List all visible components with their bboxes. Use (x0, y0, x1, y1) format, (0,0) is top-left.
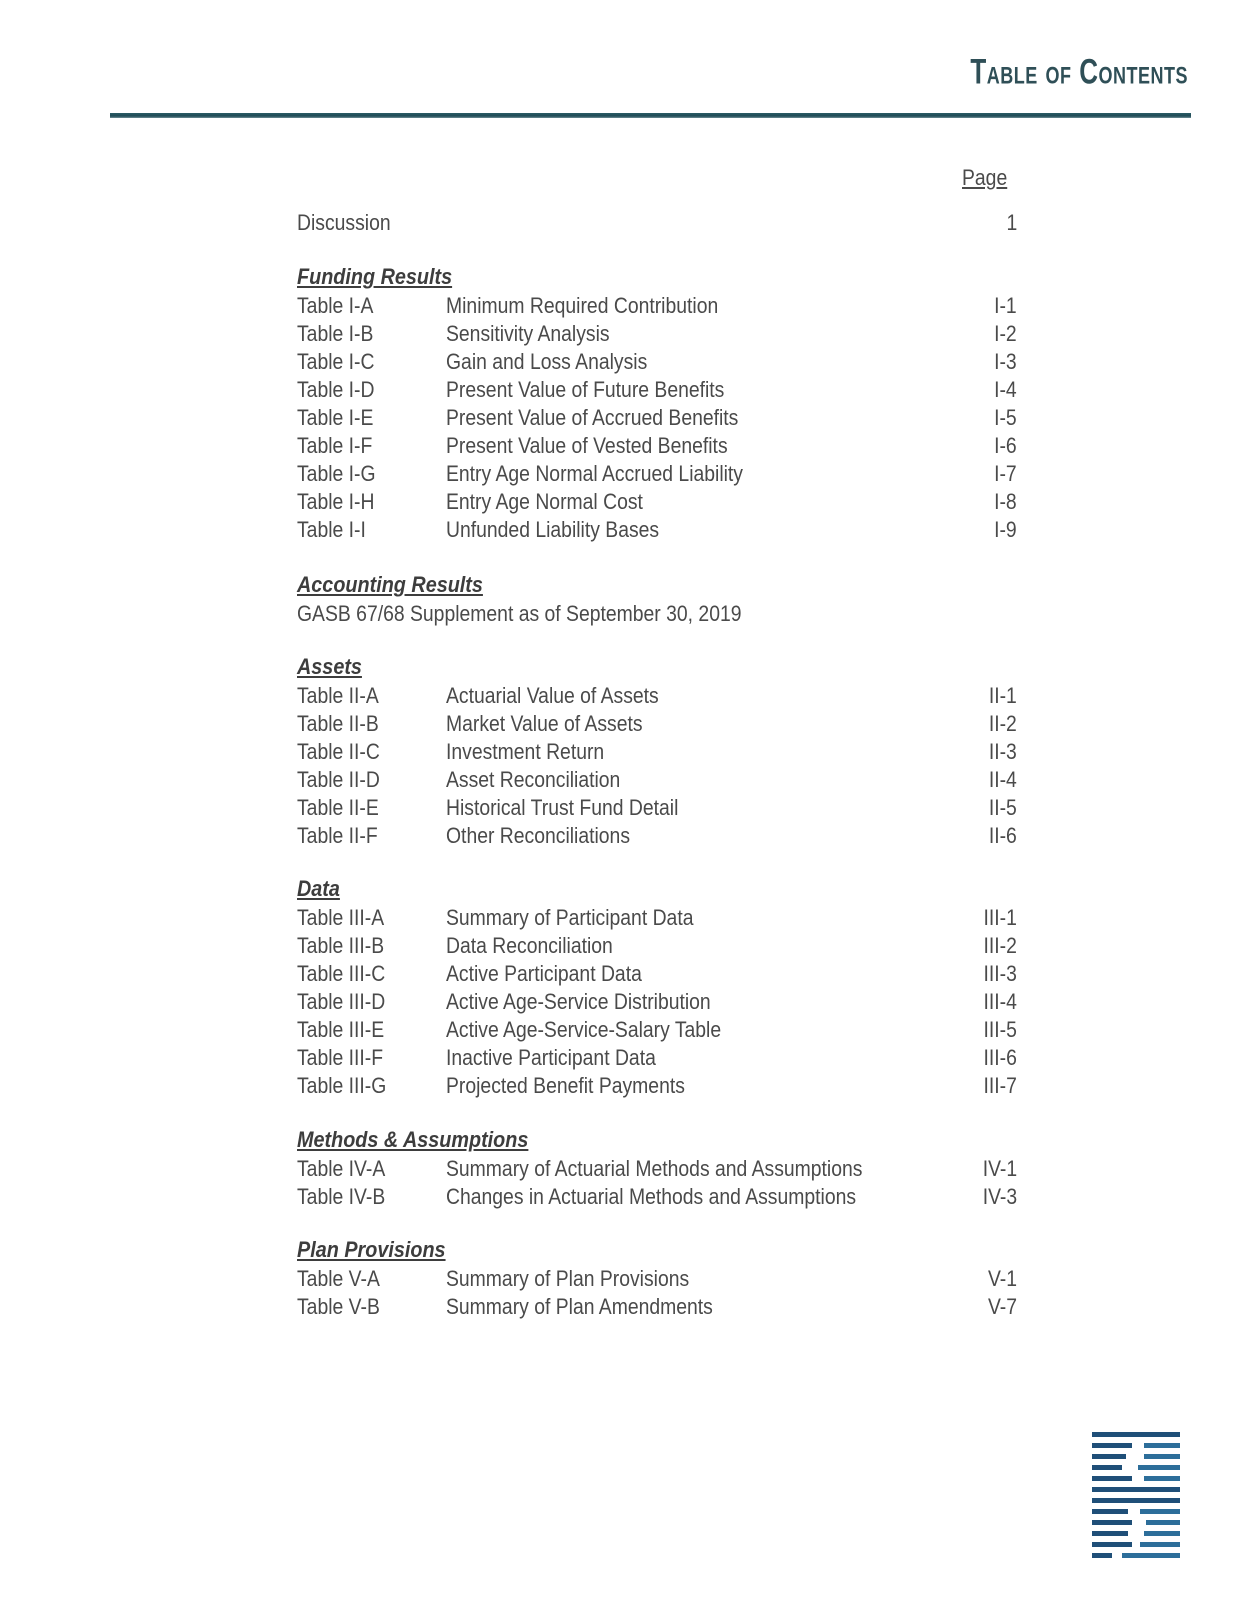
toc-page-number: III-3 (983, 961, 1017, 986)
toc-page-number: II-6 (989, 823, 1017, 848)
table-code: Table IV-A (297, 1156, 386, 1181)
toc-row[interactable] (297, 989, 1017, 1017)
table-code: Table III-A (297, 905, 385, 930)
table-title: Summary of Plan Amendments (446, 1294, 713, 1319)
toc-page-number: III-1 (983, 905, 1017, 930)
table-title: Summary of Plan Provisions (446, 1266, 690, 1291)
table-code: Table II-D (297, 767, 380, 792)
toc-page-number: I-5 (994, 405, 1017, 430)
toc-row[interactable] (297, 405, 1017, 433)
table-title: Present Value of Vested Benefits (446, 433, 728, 458)
toc-row[interactable] (297, 711, 1017, 739)
table-title: Summary of Actuarial Methods and Assumptions (446, 1156, 863, 1181)
toc-row[interactable] (297, 1156, 1017, 1184)
toc-page-number: III-4 (983, 989, 1017, 1014)
toc-row[interactable] (297, 905, 1017, 933)
table-code: Table II-C (297, 739, 380, 764)
toc-page-number: III-6 (983, 1045, 1017, 1070)
toc-row[interactable] (297, 823, 1017, 851)
table-title: Inactive Participant Data (446, 1045, 656, 1070)
toc-page-number: V-7 (987, 1294, 1017, 1319)
toc-row-discussion[interactable] (297, 210, 1017, 238)
table-code: Table II-E (297, 795, 379, 820)
toc-page-number: I-8 (994, 489, 1017, 514)
toc-page-number: II-3 (989, 739, 1017, 764)
toc-row[interactable] (297, 933, 1017, 961)
table-title: Changes in Actuarial Methods and Assumptions (446, 1184, 857, 1209)
section-heading-plan-provisions: Plan Provisions (297, 1237, 446, 1262)
table-title: Unfunded Liability Bases (446, 517, 660, 542)
table-title: Data Reconciliation (446, 933, 613, 958)
table-title: Historical Trust Fund Detail (446, 795, 679, 820)
table-code: Table I-D (297, 377, 375, 402)
table-code: Table II-B (297, 711, 379, 736)
toc-page-number: III-2 (983, 933, 1017, 958)
toc-page-number: II-5 (989, 795, 1017, 820)
gasb-supplement-entry[interactable]: GASB 67/68 Supplement as of September 30, 2019 (297, 601, 742, 626)
table-title: Active Participant Data (446, 961, 642, 986)
table-title: Entry Age Normal Cost (446, 489, 643, 514)
toc-page-number: 1 (1006, 210, 1017, 235)
table-title: Present Value of Future Benefits (446, 377, 725, 402)
toc-page-number: III-5 (983, 1017, 1017, 1042)
table-title: Asset Reconciliation (446, 767, 621, 792)
toc-row[interactable] (297, 1294, 1017, 1322)
toc-row[interactable] (297, 683, 1017, 711)
table-code: Table I-H (297, 489, 375, 514)
section-heading-accounting-results: Accounting Results (297, 572, 483, 597)
table-title: Active Age-Service-Salary Table (446, 1017, 722, 1042)
table-title: Present Value of Accrued Benefits (446, 405, 739, 430)
table-title: Other Reconciliations (446, 823, 631, 848)
toc-row[interactable] (297, 321, 1017, 349)
table-title: Sensitivity Analysis (446, 321, 610, 346)
toc-page-number: I-7 (994, 461, 1017, 486)
toc-row[interactable] (297, 739, 1017, 767)
toc-page-number: II-1 (989, 683, 1017, 708)
toc-row[interactable] (297, 377, 1017, 405)
toc-row[interactable] (297, 1017, 1017, 1045)
toc-page-number: I-6 (994, 433, 1017, 458)
table-code: Table V-A (297, 1266, 380, 1291)
toc-page-number: IV-3 (982, 1184, 1017, 1209)
header-title: Table of Contents (970, 51, 1188, 92)
table-code: Table III-B (297, 933, 385, 958)
toc-row[interactable] (297, 1266, 1017, 1294)
table-title: Entry Age Normal Accrued Liability (446, 461, 743, 486)
toc-page-number: I-3 (994, 349, 1017, 374)
table-code: Table I-G (297, 461, 376, 486)
toc-row[interactable] (297, 461, 1017, 489)
toc-page-number: III-7 (983, 1073, 1017, 1098)
table-code: Table I-E (297, 405, 374, 430)
toc-row[interactable] (297, 517, 1017, 545)
table-code: Table I-I (297, 517, 366, 542)
toc-page-number: I-9 (994, 517, 1017, 542)
table-code: Table III-C (297, 961, 386, 986)
toc-page-number: V-1 (987, 1266, 1017, 1291)
table-code: Table IV-B (297, 1184, 386, 1209)
toc-page-number: II-4 (989, 767, 1017, 792)
toc-row[interactable] (297, 1073, 1017, 1101)
toc-row[interactable] (297, 349, 1017, 377)
section-heading-data: Data (297, 876, 340, 901)
table-code: Table I-C (297, 349, 375, 374)
toc-row[interactable] (297, 1184, 1017, 1212)
table-code: Table II-F (297, 823, 378, 848)
toc-page-number: I-1 (994, 293, 1017, 318)
table-code: Table V-B (297, 1294, 380, 1319)
toc-row[interactable] (297, 489, 1017, 517)
section-heading-funding-results: Funding Results (297, 264, 453, 289)
toc-row[interactable] (297, 767, 1017, 795)
table-title: Minimum Required Contribution (446, 293, 719, 318)
table-title: Summary of Participant Data (446, 905, 694, 930)
table-title: Actuarial Value of Assets (446, 683, 659, 708)
toc-row[interactable] (297, 1045, 1017, 1073)
table-title: Investment Return (446, 739, 605, 764)
table-code: Table I-B (297, 321, 374, 346)
table-code: Table III-E (297, 1017, 385, 1042)
table-code: Table III-G (297, 1073, 387, 1098)
table-title: Active Age-Service Distribution (446, 989, 711, 1014)
table-title: Gain and Loss Analysis (446, 349, 648, 374)
table-title: Projected Benefit Payments (446, 1073, 685, 1098)
toc-row[interactable] (297, 293, 1017, 321)
section-heading-assets: Assets (297, 654, 362, 679)
toc-row[interactable] (297, 961, 1017, 989)
toc-page-number: II-2 (989, 711, 1017, 736)
toc-page-number: IV-1 (982, 1156, 1017, 1181)
stacked-lines-s-logo-icon (1092, 1432, 1180, 1562)
table-code: Table III-F (297, 1045, 384, 1070)
table-code: Table III-D (297, 989, 386, 1014)
toc-row[interactable] (297, 795, 1017, 823)
header-rule (110, 113, 1191, 118)
table-title: Market Value of Assets (446, 711, 643, 736)
toc-entry-label: Discussion (297, 210, 391, 235)
table-code: Table II-A (297, 683, 379, 708)
toc-page-number: I-4 (994, 377, 1017, 402)
table-code: Table I-F (297, 433, 373, 458)
table-code: Table I-A (297, 293, 374, 318)
toc-page-number: I-2 (994, 321, 1017, 346)
section-heading-methods-assumptions: Methods & Assumptions (297, 1127, 529, 1152)
toc-row[interactable] (297, 433, 1017, 461)
page-column-label: Page (962, 165, 1008, 190)
